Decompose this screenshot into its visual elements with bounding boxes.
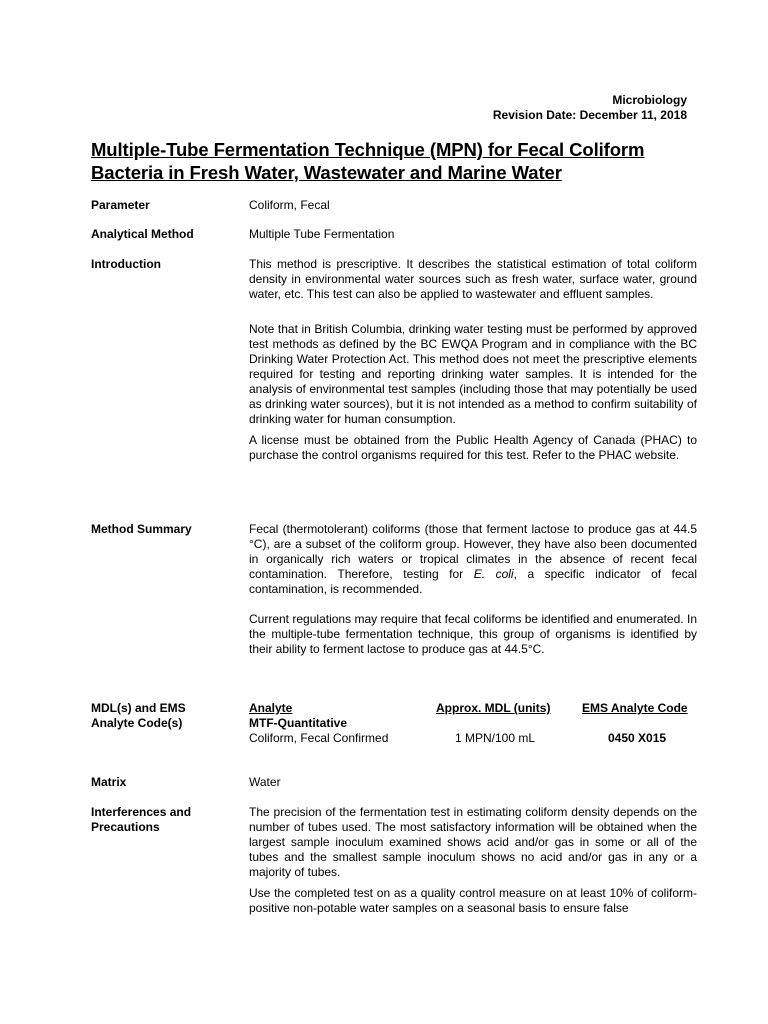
table-row	[249, 731, 697, 746]
column-header-code: EMS Analyte Code	[582, 701, 688, 715]
department-label: Microbiology	[612, 93, 687, 107]
interferences-paragraph: Use the completed test on as a quality control measure on at least 10% of coliform-positive non-potable water samples on a seasonal basis to ensure false	[249, 886, 697, 915]
method-summary-paragraph	[249, 522, 697, 597]
matrix-label: Matrix	[91, 775, 127, 789]
introduction-paragraph: A license must be obtained from the Public Health Agency of Canada (PHAC) to purchase the control organisms required for this test. Refer to the PHAC website.	[249, 433, 697, 462]
method-summary-label: Method Summary	[91, 522, 192, 536]
mdl-table-header	[249, 701, 697, 716]
method-summary-text: , a specific indicator of fecal contamination, is recommended.	[249, 567, 698, 596]
cell-analyte: Coliform, Fecal Confirmed	[249, 731, 389, 745]
analytical-method-label: Analytical Method	[91, 227, 194, 241]
interferences-content	[249, 805, 697, 916]
method-summary-text: Fecal (thermotolerant) coliforms (those that ferment lactose to produce gas at 44.5 °C), are a subset of the coliform group. However, they have also been documented in organically rich waters or tropical climates in the absence of recent fecal contamination. Therefore, testing for	[249, 522, 697, 581]
revision-date: Revision Date: December 11, 2018	[492, 108, 687, 122]
interferences-label	[91, 805, 241, 835]
method-summary-paragraph: Current regulations may require that fecal coliforms be identified and enumerated. In the multiple-tube fermentation technique, this group of organisms is identified by their ability to ferment lactose to produce gas at 44.5°C.	[249, 612, 697, 656]
cell-mdl: 1 MPN/100 mL	[455, 731, 536, 745]
cell-code: 0450 X015	[608, 731, 667, 745]
interferences-label-line: Precautions	[91, 820, 160, 834]
interferences-paragraph: The precision of the fermentation test in estimating coliform density depends on the number of tubes used. The most satisfactory information will be obtained when the largest sample inoculum examined shows acid and/or gas in some or all of the tubes and the smallest sample inoculum shows no acid and/or gas in any or a majority of tubes.	[249, 805, 697, 879]
mdl-label-line: MDL(s) and EMS	[91, 701, 186, 715]
matrix-value: Water	[249, 775, 281, 789]
column-header-analyte: Analyte	[249, 701, 293, 715]
column-header-mdl: Approx. MDL (units)	[436, 701, 551, 715]
method-summary-content	[249, 522, 697, 657]
introduction-paragraph: Note that in British Columbia, drinking water testing must be performed by approved test methods as defined by the BC EWQA Program and in compliance with the BC Drinking Water Protection Act. This method does not meet the prescriptive elements required for testing and reporting drinking water samples. It is intended for the analysis of environmental test samples (including those that may potentially be used as drinking water sources), but it is not intended as a method to confirm suitability of drinking water for human consumption.	[249, 322, 697, 426]
document-title: Multiple-Tube Fermentation Technique (MPN) for Fecal Coliform Bacteria in Fresh Water, Wastewater and Marine Water	[91, 139, 645, 183]
mdl-label	[91, 701, 241, 731]
mdl-subheading: MTF-Quantitative	[249, 716, 347, 730]
interferences-label-line: Interferences and	[91, 805, 192, 819]
parameter-label: Parameter	[91, 198, 150, 212]
mdl-label-line: Analyte Code(s)	[91, 716, 183, 730]
parameter-value: Coliform, Fecal	[249, 198, 330, 212]
mdl-table	[249, 701, 697, 746]
page-header	[493, 93, 687, 123]
introduction-label: Introduction	[91, 257, 161, 271]
analytical-method-value: Multiple Tube Fermentation	[249, 227, 395, 241]
e-coli-term: E. coli	[473, 567, 514, 581]
introduction-content	[249, 257, 697, 463]
introduction-paragraph: This method is prescriptive. It describes the statistical estimation of total coliform density in environmental water sources such as fresh water, surface water, ground water, etc. This test can also be applied to wastewater and effluent samples.	[249, 257, 697, 301]
